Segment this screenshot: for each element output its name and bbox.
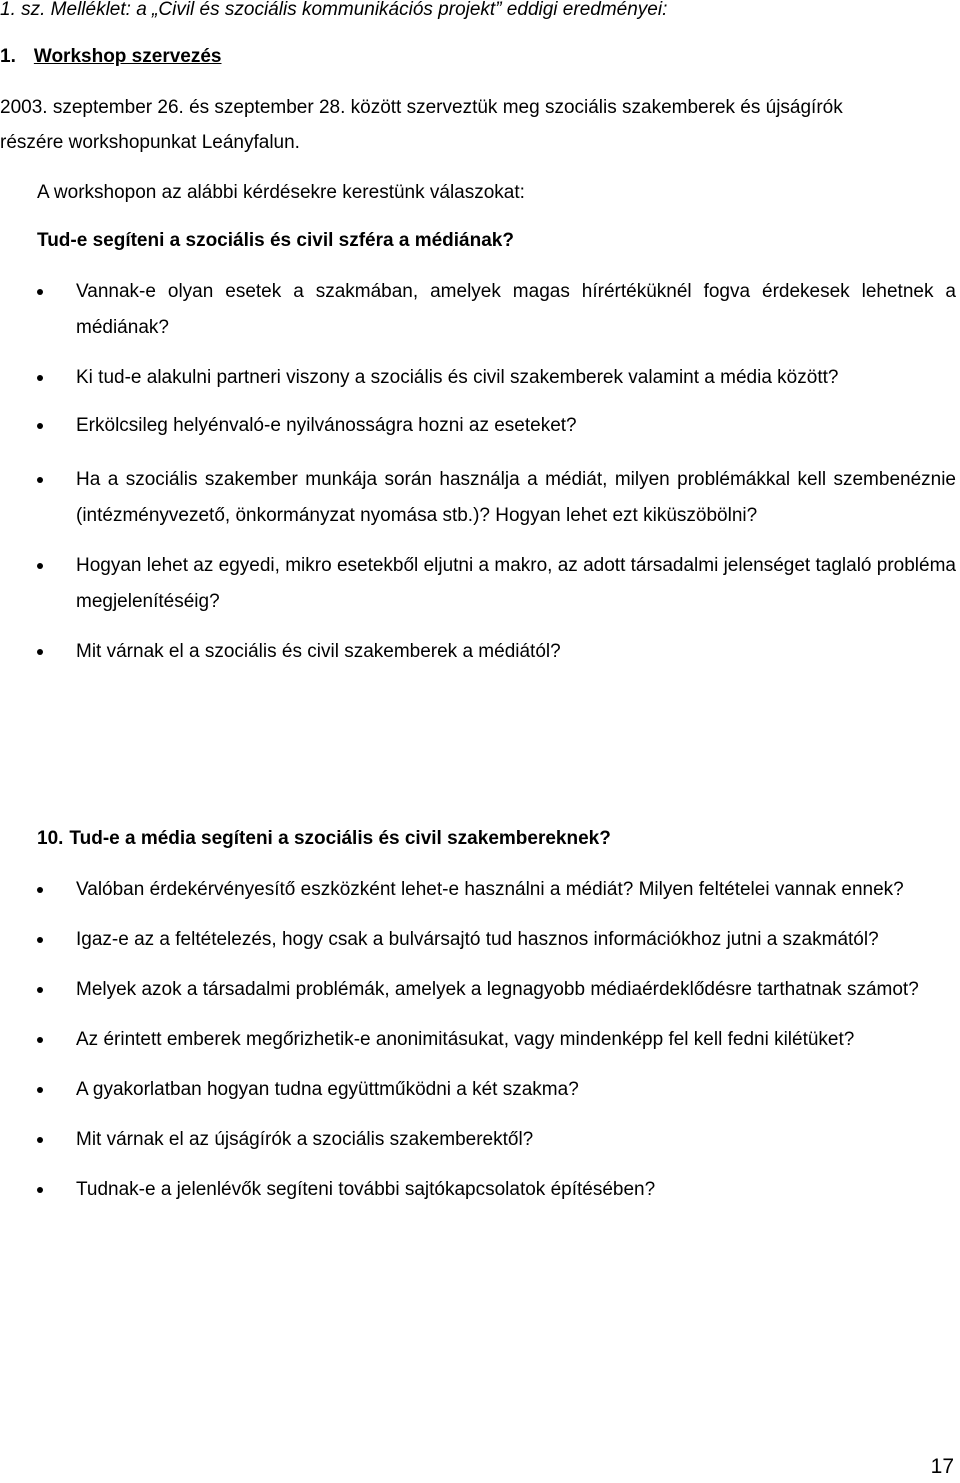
section-1-heading: [0, 45, 221, 69]
list-item: Ha a szociális szakember munkája során használja a médiát, milyen problémákkal kell szembenéznie (intézményvezető, önkormányzat nyomása stb.)? Hogyan lehet ezt kiküszöbölni?: [0, 462, 960, 534]
list-item: Tudnak-e a jelenlévők segíteni további sajtókapcsolatok építésében?: [0, 1172, 960, 1208]
intro-line-1: 2003. szeptember 26. és szeptember 28. között szerveztük meg szociális szakemberek és újságírók: [0, 97, 843, 118]
list-item: A gyakorlatban hogyan tudna együttműködni a két szakma?: [0, 1072, 960, 1108]
list-item: Hogyan lehet az egyedi, mikro esetekből eljutni a makro, az adott társadalmi jelenséget taglaló probléma megjelenítéséig?: [0, 548, 960, 620]
attachment-heading: 1. sz. Melléklet: a „Civil és szociális kommunikációs projekt” eddigi eredményei:: [0, 0, 668, 20]
list-item: Mit várnak el az újságírók a szociális szakemberektől?: [0, 1122, 960, 1158]
list-item: Az érintett emberek megőrizhetik-e anonimitásukat, vagy mindenképp fel kell fedni kilétüket?: [0, 1022, 960, 1058]
question-list-2: [0, 872, 960, 1208]
list-item: Vannak-e olyan esetek a szakmában, amelyek magas hírértéküknél fogva érdekesek lehetnek a médiának?: [0, 274, 960, 346]
questions-intro: A workshopon az alábbi kérdésekre kerestünk válaszokat:: [37, 182, 525, 203]
main-question: Tud-e segíteni a szociális és civil szféra a médiának?: [37, 230, 514, 251]
section-10-heading: [37, 827, 611, 851]
section-10-number: 10.: [37, 828, 64, 849]
list-item: Erkölcsileg helyénvaló-e nyilvánosságra hozni az eseteket?: [0, 408, 960, 444]
list-item: Melyek azok a társadalmi problémák, amelyek a legnagyobb médiaérdeklődésre tarthatnak számot?: [0, 972, 960, 1008]
list-item: Ki tud-e alakulni partneri viszony a szociális és civil szakemberek valamint a média között?: [0, 360, 960, 396]
list-item: Valóban érdekérvényesítő eszközként lehet-e használni a médiát? Milyen feltételei vannak ennek?: [0, 872, 960, 908]
question-list-1: [0, 274, 960, 670]
page-number: 17: [930, 1455, 954, 1478]
section-1-title: Workshop szervezés: [33, 46, 222, 67]
intro-line-2: részére workshopunkat Leányfalun.: [0, 132, 300, 153]
section-1-number: 1.: [0, 46, 16, 67]
list-item: Mit várnak el a szociális és civil szakemberek a médiától?: [0, 634, 960, 670]
section-10-title: Tud-e a média segíteni a szociális és civil szakembereknek?: [69, 828, 611, 849]
list-item: Igaz-e az a feltételezés, hogy csak a bulvársajtó tud hasznos információkhoz jutni a szakmától?: [0, 922, 960, 958]
